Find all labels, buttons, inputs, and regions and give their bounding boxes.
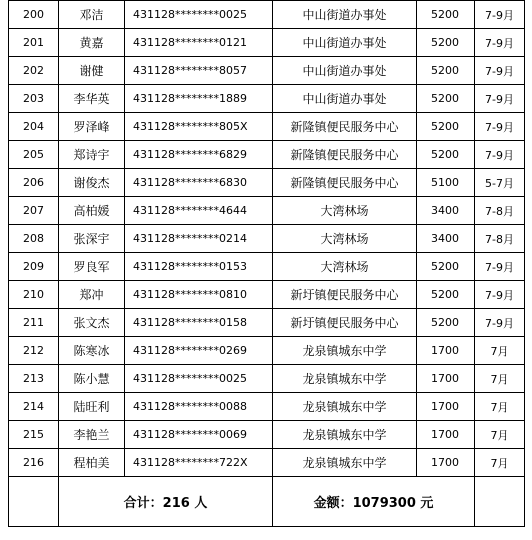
unit-cell: 中山街道办事处 <box>273 1 417 29</box>
period-cell: 7月 <box>475 393 525 421</box>
table-row <box>9 253 525 281</box>
row-number-cell: 202 <box>9 57 59 85</box>
id-number-cell: 431128********0121 <box>125 29 273 57</box>
amount-cell: 5200 <box>417 141 475 169</box>
unit-cell: 新隆镇便民服务中心 <box>273 113 417 141</box>
total-count: 合计：216 人 <box>59 477 273 527</box>
period-cell: 5-7月 <box>475 169 525 197</box>
name-cell: 高柏媛 <box>59 197 125 225</box>
unit-cell: 新隆镇便民服务中心 <box>273 141 417 169</box>
table-row <box>9 421 525 449</box>
amount-cell: 5200 <box>417 57 475 85</box>
id-number-cell: 431128********6829 <box>125 141 273 169</box>
period-cell: 7-9月 <box>475 113 525 141</box>
period-cell: 7月 <box>475 337 525 365</box>
amount-cell: 1700 <box>417 421 475 449</box>
table-row <box>9 57 525 85</box>
row-number-cell: 204 <box>9 113 59 141</box>
amount-cell: 5100 <box>417 169 475 197</box>
id-number-cell: 431128********0088 <box>125 393 273 421</box>
table-row <box>9 225 525 253</box>
row-number-cell: 209 <box>9 253 59 281</box>
id-number-cell: 431128********0025 <box>125 1 273 29</box>
table-row <box>9 29 525 57</box>
id-number-cell: 431128********6830 <box>125 169 273 197</box>
amount-cell: 5200 <box>417 85 475 113</box>
id-number-cell: 431128********8057 <box>125 57 273 85</box>
id-number-cell: 431128********1889 <box>125 85 273 113</box>
table-row <box>9 197 525 225</box>
id-number-cell: 431128********0158 <box>125 309 273 337</box>
period-cell: 7-9月 <box>475 253 525 281</box>
summary-row <box>9 477 525 527</box>
name-cell: 张文杰 <box>59 309 125 337</box>
subsidy-table <box>8 0 525 527</box>
table-row <box>9 449 525 477</box>
row-number-cell: 207 <box>9 197 59 225</box>
data-table-sheet <box>8 0 524 534</box>
row-number-cell: 211 <box>9 309 59 337</box>
name-cell: 郑冲 <box>59 281 125 309</box>
row-number-cell: 205 <box>9 141 59 169</box>
period-cell: 7月 <box>475 421 525 449</box>
unit-cell: 中山街道办事处 <box>273 85 417 113</box>
row-number-cell: 208 <box>9 225 59 253</box>
amount-cell: 5200 <box>417 1 475 29</box>
amount-cell: 3400 <box>417 197 475 225</box>
table-row <box>9 309 525 337</box>
table-row <box>9 113 525 141</box>
name-cell: 邓洁 <box>59 1 125 29</box>
table-row <box>9 337 525 365</box>
row-number-cell: 206 <box>9 169 59 197</box>
row-number-cell: 200 <box>9 1 59 29</box>
id-number-cell: 431128********0214 <box>125 225 273 253</box>
amount-cell: 1700 <box>417 393 475 421</box>
name-cell: 张深宇 <box>59 225 125 253</box>
table-body <box>9 1 525 477</box>
amount-cell: 1700 <box>417 449 475 477</box>
summary-blank-cell-right <box>475 477 525 527</box>
amount-cell: 3400 <box>417 225 475 253</box>
period-cell: 7月 <box>475 365 525 393</box>
id-number-cell: 431128********722X <box>125 449 273 477</box>
name-cell: 陆旺利 <box>59 393 125 421</box>
period-cell: 7-9月 <box>475 141 525 169</box>
unit-cell: 中山街道办事处 <box>273 57 417 85</box>
name-cell: 李华英 <box>59 85 125 113</box>
row-number-cell: 210 <box>9 281 59 309</box>
table-row <box>9 169 525 197</box>
period-cell: 7-9月 <box>475 57 525 85</box>
amount-cell: 1700 <box>417 365 475 393</box>
row-number-cell: 212 <box>9 337 59 365</box>
amount-cell: 5200 <box>417 281 475 309</box>
name-cell: 谢俊杰 <box>59 169 125 197</box>
name-cell: 陈寒冰 <box>59 337 125 365</box>
row-number-cell: 215 <box>9 421 59 449</box>
unit-cell: 大湾林场 <box>273 197 417 225</box>
unit-cell: 龙泉镇城东中学 <box>273 393 417 421</box>
amount-cell: 5200 <box>417 253 475 281</box>
table-row <box>9 281 525 309</box>
row-number-cell: 216 <box>9 449 59 477</box>
unit-cell: 龙泉镇城东中学 <box>273 421 417 449</box>
id-number-cell: 431128********0025 <box>125 365 273 393</box>
id-number-cell: 431128********4644 <box>125 197 273 225</box>
period-cell: 7-9月 <box>475 1 525 29</box>
unit-cell: 大湾林场 <box>273 225 417 253</box>
id-number-cell: 431128********0153 <box>125 253 273 281</box>
row-number-cell: 214 <box>9 393 59 421</box>
amount-cell: 5200 <box>417 29 475 57</box>
unit-cell: 龙泉镇城东中学 <box>273 337 417 365</box>
unit-cell: 新隆镇便民服务中心 <box>273 169 417 197</box>
amount-cell: 1700 <box>417 337 475 365</box>
unit-cell: 中山街道办事处 <box>273 29 417 57</box>
name-cell: 谢健 <box>59 57 125 85</box>
period-cell: 7-9月 <box>475 85 525 113</box>
row-number-cell: 201 <box>9 29 59 57</box>
name-cell: 程柏美 <box>59 449 125 477</box>
row-number-cell: 203 <box>9 85 59 113</box>
name-cell: 郑诗宇 <box>59 141 125 169</box>
table-row <box>9 1 525 29</box>
amount-cell: 5200 <box>417 113 475 141</box>
name-cell: 李艳兰 <box>59 421 125 449</box>
unit-cell: 新圩镇便民服务中心 <box>273 309 417 337</box>
period-cell: 7-9月 <box>475 309 525 337</box>
id-number-cell: 431128********0269 <box>125 337 273 365</box>
row-number-cell: 213 <box>9 365 59 393</box>
period-cell: 7-8月 <box>475 225 525 253</box>
id-number-cell: 431128********0069 <box>125 421 273 449</box>
period-cell: 7月 <box>475 449 525 477</box>
period-cell: 7-9月 <box>475 29 525 57</box>
period-cell: 7-8月 <box>475 197 525 225</box>
id-number-cell: 431128********805X <box>125 113 273 141</box>
period-cell: 7-9月 <box>475 281 525 309</box>
name-cell: 罗良军 <box>59 253 125 281</box>
unit-cell: 新圩镇便民服务中心 <box>273 281 417 309</box>
name-cell: 黄嘉 <box>59 29 125 57</box>
summary-blank-cell <box>9 477 59 527</box>
name-cell: 陈小慧 <box>59 365 125 393</box>
table-row <box>9 393 525 421</box>
unit-cell: 大湾林场 <box>273 253 417 281</box>
table-row <box>9 141 525 169</box>
name-cell: 罗泽峰 <box>59 113 125 141</box>
unit-cell: 龙泉镇城东中学 <box>273 449 417 477</box>
table-row <box>9 365 525 393</box>
total-amount: 金额：1079300 元 <box>273 477 475 527</box>
table-row <box>9 85 525 113</box>
unit-cell: 龙泉镇城东中学 <box>273 365 417 393</box>
amount-cell: 5200 <box>417 309 475 337</box>
id-number-cell: 431128********0810 <box>125 281 273 309</box>
